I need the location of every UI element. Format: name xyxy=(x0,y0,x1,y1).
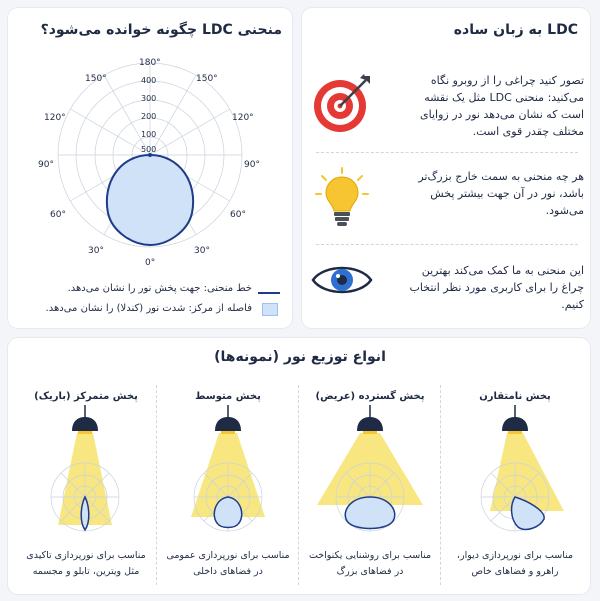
type-narrow-label: پخش متمرکز (باریک) xyxy=(34,391,138,402)
type-medium-label: پخش متوسط xyxy=(195,391,261,402)
angle-180: 180° xyxy=(139,58,161,68)
types-divider-2 xyxy=(298,385,299,585)
legend-area-swatch xyxy=(262,303,278,316)
type-wide-desc-1: مناسب برای روشنایی یکنواخت xyxy=(308,550,432,561)
angle-60-right: 60° xyxy=(230,210,246,220)
type-wide-label: پخش گسترده (عریض) xyxy=(315,391,425,402)
angle-60-left: 60° xyxy=(50,210,66,220)
type-wide-graphic xyxy=(315,405,425,545)
ldc-curve xyxy=(107,155,193,245)
type-narrow-desc-1: مناسب برای نورپردازی تاکیدی xyxy=(26,550,146,561)
types-divider-1 xyxy=(156,385,157,585)
type-narrow-desc-2: مثل ویترین، تابلو و مجسمه xyxy=(32,566,140,577)
angle-90-right: 90° xyxy=(244,160,260,170)
lightbulb-icon xyxy=(314,166,370,230)
angle-30-left: 30° xyxy=(88,246,104,256)
simple-item-1-text: تصور کنید چراغی را از روبرو نگاه می‌کنید: منحنی LDC مثل یک نقشه است که نشان می‌دهد نور در زوایای مختلف چقدر قوی است. xyxy=(420,74,584,138)
simple-title: LDC به زبان ساده xyxy=(453,22,578,38)
simple-divider-2 xyxy=(316,244,578,245)
tick-500: 500 xyxy=(141,145,157,154)
type-asym-label: پخش نامتقارن xyxy=(479,391,551,402)
ldc-title: منحنی LDC چگونه خوانده می‌شود؟ xyxy=(40,22,282,38)
tick-100: 100 xyxy=(141,130,157,139)
angle-120-right: 120° xyxy=(232,113,254,123)
angle-150-right: 150° xyxy=(196,74,218,84)
type-narrow-graphic xyxy=(30,405,140,545)
angle-30-right: 30° xyxy=(194,246,210,256)
type-asym-desc-2: راهرو و فضاهای خاص xyxy=(471,566,559,577)
simple-item-3-text: این منحنی به ما کمک می‌کند بهترین چراغ را برای کاربری مورد نظر انتخاب کنیم. xyxy=(409,264,584,311)
legend-area-text: فاصله از مرکز: شدت نور (کندلا) را نشان می‌دهد. xyxy=(45,303,252,314)
type-medium-graphic xyxy=(173,405,283,545)
polar-chart xyxy=(50,55,250,275)
tick-300: 300 xyxy=(141,94,157,103)
type-medium-desc-2: در فضاهای داخلی xyxy=(193,566,263,577)
type-asym-graphic xyxy=(460,405,570,545)
simple-divider-1 xyxy=(316,152,578,153)
legend-line-text: خط منحنی: جهت پخش نور را نشان می‌دهد. xyxy=(67,283,252,294)
types-divider-3 xyxy=(440,385,441,585)
target-icon xyxy=(310,72,374,136)
eye-icon xyxy=(310,256,374,304)
angle-150-left: 150° xyxy=(85,74,107,84)
tick-400: 400 xyxy=(141,76,157,85)
tick-200: 200 xyxy=(141,112,157,121)
types-title: انواع توزیع نور (نمونه‌ها) xyxy=(214,349,386,365)
type-wide-desc-2: در فضاهای بزرگ xyxy=(336,566,404,577)
angle-120-left: 120° xyxy=(44,113,66,123)
type-asym-desc-1: مناسب برای نورپردازی دیوار، xyxy=(456,550,574,561)
type-medium-desc-1: مناسب برای نورپردازی عمومی xyxy=(166,550,290,561)
angle-90-left: 90° xyxy=(38,160,54,170)
simple-item-2-text: هر چه منحنی به سمت خارج بزرگ‌تر باشد، نور در آن جهت بیشتر پخش می‌شود. xyxy=(418,170,584,217)
angle-0: 0° xyxy=(145,258,156,268)
legend-line-swatch xyxy=(258,292,280,294)
